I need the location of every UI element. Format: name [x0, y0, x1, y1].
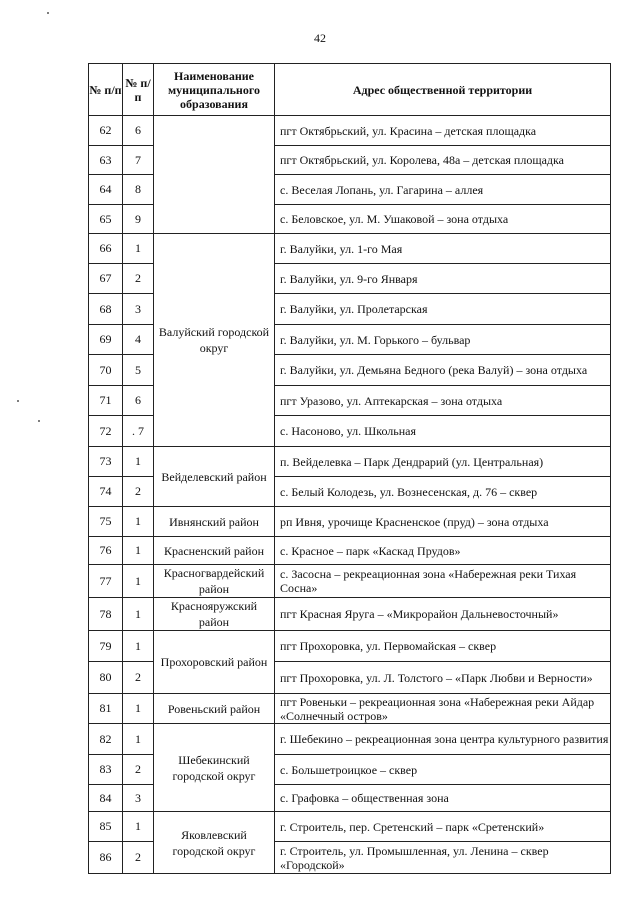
municipality-cell: Шебекинский городской округ — [154, 724, 275, 812]
scan-speck — [47, 12, 49, 14]
row-number: 72 — [89, 416, 123, 447]
row-number: 67 — [89, 264, 123, 294]
local-number: 1 — [123, 507, 154, 537]
row-number: 76 — [89, 537, 123, 565]
municipality-cell: Краснояружский район — [154, 598, 275, 631]
local-number: 2 — [123, 264, 154, 294]
local-number: . 7 — [123, 416, 154, 447]
table-row — [89, 598, 611, 631]
local-number: 4 — [123, 325, 154, 355]
table-row — [89, 234, 611, 264]
row-number: 77 — [89, 565, 123, 598]
address-cell: г. Валуйки, ул. М. Горького – бульвар — [275, 325, 611, 355]
municipality-cell: Валуйский городской округ — [154, 234, 275, 447]
local-number: 1 — [123, 447, 154, 477]
address-cell: пгт Прохоровка, ул. Первомайская – сквер — [275, 631, 611, 662]
table-header-row — [89, 64, 611, 116]
municipality-cell — [154, 116, 275, 234]
table-row — [89, 507, 611, 537]
address-cell: пгт Октябрьский, ул. Королева, 48а – детская площадка — [275, 146, 611, 175]
address-cell: пгт Прохоровка, ул. Л. Толстого – «Парк Любви и Верности» — [275, 662, 611, 694]
local-number: 1 — [123, 694, 154, 724]
local-number: 2 — [123, 662, 154, 694]
address-cell: с. Засосна – рекреационная зона «Набережная реки Тихая Сосна» — [275, 565, 611, 598]
local-number: 7 — [123, 146, 154, 175]
address-cell: с. Графовка – общественная зона — [275, 785, 611, 812]
municipality-cell: Прохоровский район — [154, 631, 275, 694]
local-number: 2 — [123, 842, 154, 874]
address-cell: с. Насоново, ул. Школьная — [275, 416, 611, 447]
address-cell: рп Ивня, урочище Красненское (пруд) – зона отдыха — [275, 507, 611, 537]
address-cell: с. Красное – парк «Каскад Прудов» — [275, 537, 611, 565]
address-cell: с. Веселая Лопань, ул. Гагарина – аллея — [275, 175, 611, 205]
scan-speck — [38, 420, 40, 422]
address-cell: пгт Уразово, ул. Аптекарская – зона отдыха — [275, 386, 611, 416]
row-number: 73 — [89, 447, 123, 477]
local-number: 5 — [123, 355, 154, 386]
row-number: 71 — [89, 386, 123, 416]
local-number: 3 — [123, 785, 154, 812]
row-number: 79 — [89, 631, 123, 662]
local-number: 9 — [123, 205, 154, 234]
table-row — [89, 724, 611, 755]
row-number: 83 — [89, 755, 123, 785]
row-number: 86 — [89, 842, 123, 874]
local-number: 1 — [123, 812, 154, 842]
table-row — [89, 537, 611, 565]
row-number: 80 — [89, 662, 123, 694]
row-number: 70 — [89, 355, 123, 386]
address-cell: г. Валуйки, ул. 9-го Января — [275, 264, 611, 294]
local-number: 1 — [123, 565, 154, 598]
local-number: 6 — [123, 386, 154, 416]
address-cell: пгт Красная Яруга – «Микрорайон Дальневосточный» — [275, 598, 611, 631]
page-number: 42 — [314, 31, 326, 45]
header-local-number: № п/п — [123, 64, 154, 116]
table-row — [89, 116, 611, 146]
row-number: 84 — [89, 785, 123, 812]
local-number: 6 — [123, 116, 154, 146]
table-row — [89, 447, 611, 477]
municipality-cell: Ивнянский район — [154, 507, 275, 537]
address-cell: п. Вейделевка – Парк Дендрарий (ул. Центральная) — [275, 447, 611, 477]
row-number: 65 — [89, 205, 123, 234]
address-cell: г. Валуйки, ул. Пролетарская — [275, 294, 611, 325]
local-number: 2 — [123, 755, 154, 785]
address-cell: г. Валуйки, ул. 1-го Мая — [275, 234, 611, 264]
row-number: 74 — [89, 477, 123, 507]
address-cell: г. Строитель, ул. Промышленная, ул. Ленина – сквер «Городской» — [275, 842, 611, 874]
row-number: 81 — [89, 694, 123, 724]
address-cell: г. Валуйки, ул. Демьяна Бедного (река Валуй) – зона отдыха — [275, 355, 611, 386]
header-row-number: № п/п — [89, 64, 123, 116]
row-number: 82 — [89, 724, 123, 755]
row-number: 69 — [89, 325, 123, 355]
address-cell: пгт Октябрьский, ул. Красина – детская площадка — [275, 116, 611, 146]
table-row — [89, 812, 611, 842]
row-number: 63 — [89, 146, 123, 175]
municipality-cell: Яковлевский городской округ — [154, 812, 275, 874]
row-number: 64 — [89, 175, 123, 205]
municipality-cell: Красненский район — [154, 537, 275, 565]
row-number: 75 — [89, 507, 123, 537]
local-number: 1 — [123, 631, 154, 662]
local-number: 1 — [123, 724, 154, 755]
municipality-cell: Ровеньский район — [154, 694, 275, 724]
local-number: 2 — [123, 477, 154, 507]
row-number: 62 — [89, 116, 123, 146]
address-cell: с. Беловское, ул. М. Ушаковой – зона отдыха — [275, 205, 611, 234]
row-number: 66 — [89, 234, 123, 264]
address-cell: с. Белый Колодезь, ул. Вознесенская, д. 76 – сквер — [275, 477, 611, 507]
row-number: 85 — [89, 812, 123, 842]
header-municipality: Наименование муниципального образования — [154, 64, 275, 116]
municipality-cell: Красногвардейский район — [154, 565, 275, 598]
local-number: 1 — [123, 598, 154, 631]
address-cell: пгт Ровеньки – рекреационная зона «Набережная реки Айдар «Солнечный остров» — [275, 694, 611, 724]
local-number: 8 — [123, 175, 154, 205]
address-cell: с. Большетроицкое – сквер — [275, 755, 611, 785]
local-number: 1 — [123, 537, 154, 565]
table-row — [89, 565, 611, 598]
local-number: 1 — [123, 234, 154, 264]
row-number: 68 — [89, 294, 123, 325]
scan-speck — [17, 400, 19, 402]
local-number: 3 — [123, 294, 154, 325]
public-territories-table — [88, 63, 611, 874]
row-number: 78 — [89, 598, 123, 631]
header-address: Адрес общественной территории — [275, 64, 611, 116]
table-row — [89, 694, 611, 724]
municipality-cell: Вейделевский район — [154, 447, 275, 507]
table-row — [89, 631, 611, 662]
address-cell: г. Шебекино – рекреационная зона центра культурного развития — [275, 724, 611, 755]
address-cell: г. Строитель, пер. Сретенский – парк «Сретенский» — [275, 812, 611, 842]
